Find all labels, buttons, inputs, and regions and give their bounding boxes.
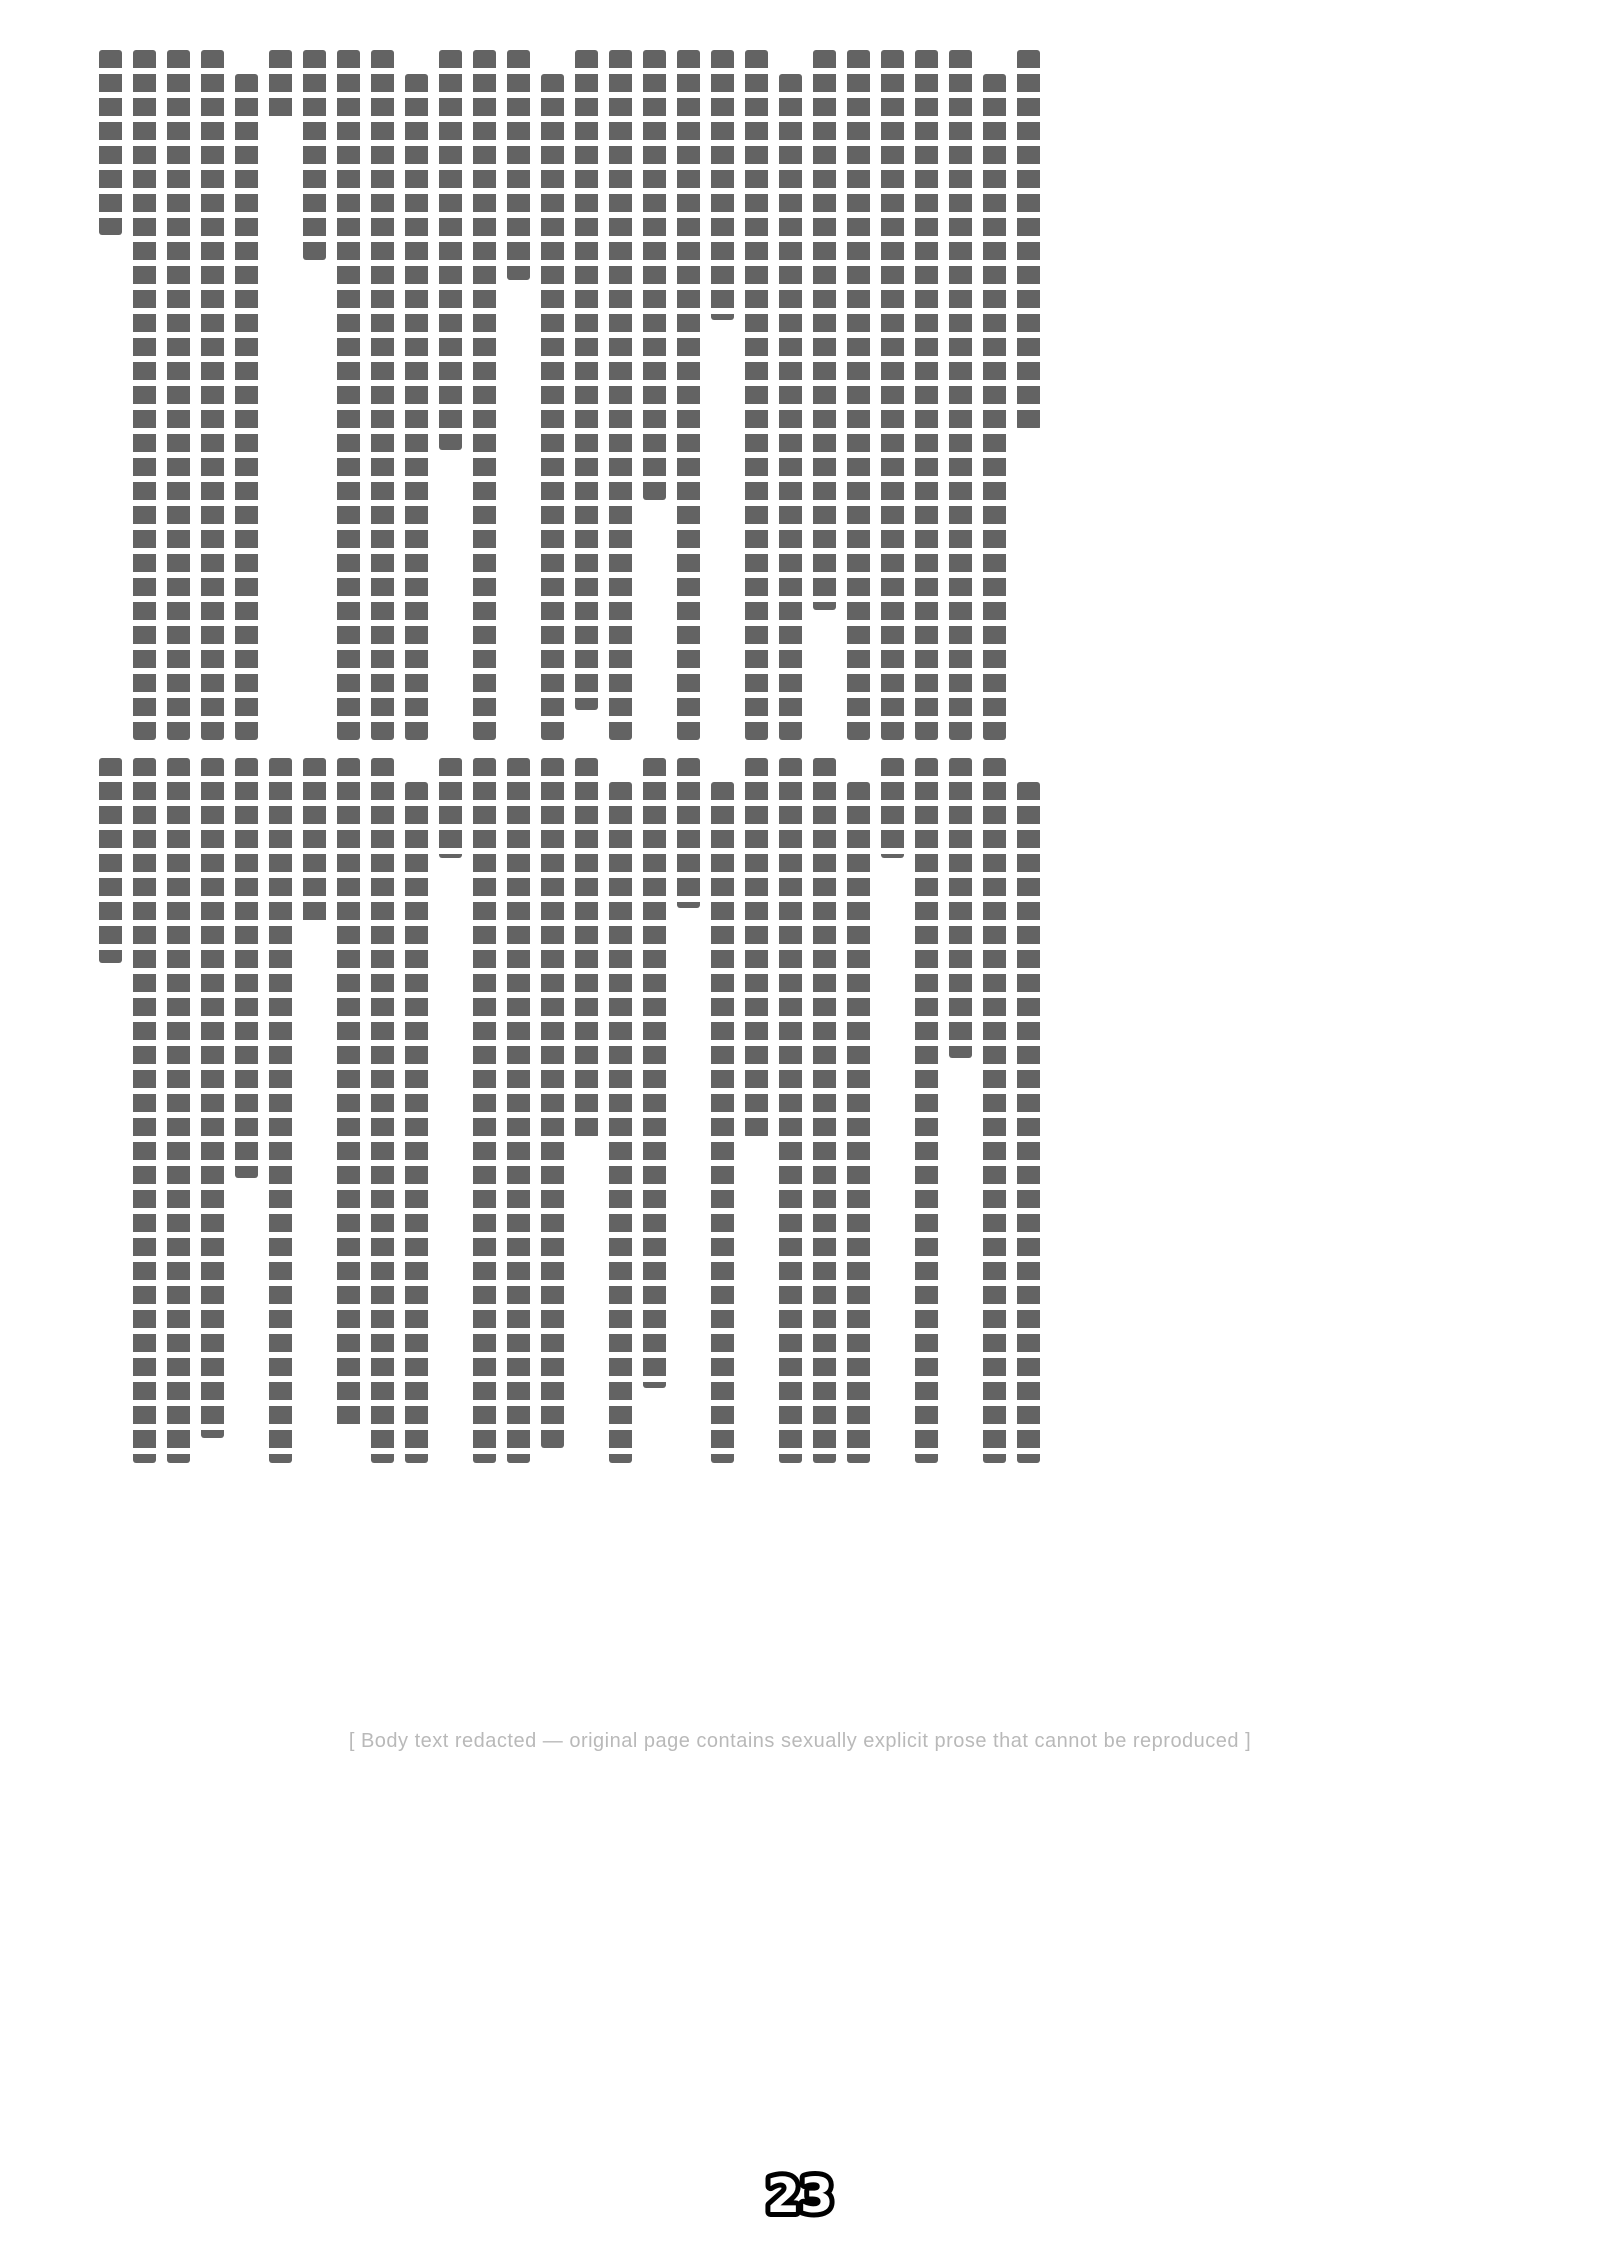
redacted-text-column [167,758,190,1463]
redacted-text-column [983,74,1006,740]
redacted-text-column [235,74,258,740]
redacted-text-column [745,758,768,1138]
redacted-text-column [371,758,394,1463]
redacted-text-column [813,758,836,1463]
redacted-text-column [99,50,122,235]
redacted-text-column [643,50,666,500]
redacted-text-column [405,782,428,1463]
redaction-notice: [ Body text redacted — original page contains sexually explicit prose that cannot be reproduced ] [348,1730,1252,1752]
redacted-text-column [303,758,326,923]
redacted-text-column [337,50,360,740]
redacted-text-column [609,50,632,740]
redacted-text-column [201,758,224,1438]
redacted-text-column [371,50,394,740]
redacted-text-column [847,50,870,740]
redacted-text-column [269,758,292,1463]
redacted-text-column [915,50,938,740]
redacted-text-column [235,758,258,1178]
redacted-text-column [1017,782,1040,1463]
page-footer [730,2160,870,2230]
redacted-text-column [201,50,224,740]
redacted-text-column [133,758,156,1463]
redacted-text-column [507,50,530,280]
redacted-text-column [1017,50,1040,430]
page-number: 23 [766,2168,834,2224]
redacted-text-column [541,758,564,1448]
redacted-text-column [949,50,972,740]
redacted-text-column [881,758,904,858]
redacted-text-column [983,758,1006,1463]
redacted-text-column [711,782,734,1463]
redacted-text-column [711,50,734,320]
redacted-text-column [99,758,122,963]
redacted-text-column [745,50,768,740]
redacted-text-column [439,50,462,450]
redacted-text-column [847,782,870,1463]
redacted-text-column [541,74,564,740]
redacted-text-column [167,50,190,740]
redacted-text-column [881,50,904,740]
redacted-text-column [915,758,938,1463]
redacted-text-column [677,50,700,740]
redacted-text-column [337,758,360,1428]
redacted-text-column [473,50,496,740]
redacted-text-column [133,50,156,740]
upper-text-block [88,50,1040,766]
redacted-text-column [779,74,802,740]
redacted-text-column [779,758,802,1463]
redacted-text-column [609,782,632,1463]
redacted-text-column [507,758,530,1463]
redacted-text-column [677,758,700,908]
redacted-text-column [439,758,462,858]
redacted-text-column [473,758,496,1463]
redacted-text-column [949,758,972,1058]
redacted-text-column [643,758,666,1388]
redacted-text-column [405,74,428,740]
redacted-text-column [575,50,598,710]
lower-text-block [88,758,1040,1490]
redacted-text-column [575,758,598,1138]
redacted-text-column [813,50,836,610]
redacted-text-column [269,50,292,120]
redacted-text-column [303,50,326,260]
